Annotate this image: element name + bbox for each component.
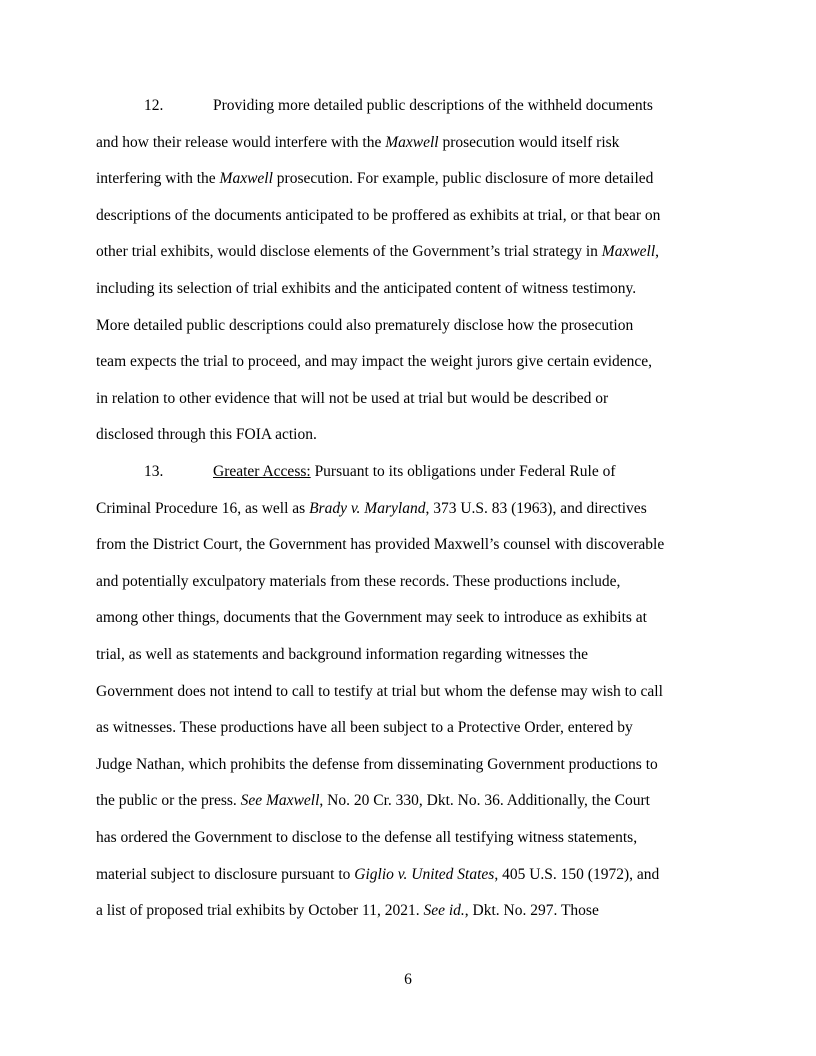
paragraph-12-line: in relation to other evidence that will not be used at trial but would be described or — [96, 389, 609, 407]
paragraph-13-line: as witnesses. These productions have all been subject to a Protective Order, entered by — [96, 719, 633, 737]
paragraph-12-line: More detailed public descriptions could also prematurely disclose how the prosecution — [96, 316, 634, 334]
paragraph-12-number: 12. — [144, 97, 164, 114]
italic-citation: Maxwell — [219, 170, 273, 188]
paragraph-13-line: a list of proposed trial exhibits by October 11, 2021. See id., Dkt. No. 297. Those — [96, 902, 599, 920]
paragraph-13-line: the public or the press. See Maxwell, No. 20 Cr. 330, Dkt. No. 36. Additionally, the Court — [96, 792, 650, 810]
italic-citation: Maxwell — [601, 243, 656, 261]
italic-citation: Maxwell — [385, 133, 439, 151]
paragraph-12-line: Providing more detailed public descriptions of the withheld documents — [213, 97, 653, 114]
paragraph-heading: Greater Access: — [213, 463, 311, 480]
italic-citation: See Maxwell — [240, 792, 320, 810]
paragraph-13-line: Greater Access: Pursuant to its obligations under Federal Rule of — [213, 463, 616, 480]
paragraph-13-line: Criminal Procedure 16, as well as Brady v. Maryland, 373 U.S. 83 (1963), and directives — [96, 499, 647, 517]
paragraph-12-line: and how their release would interfere with the Maxwell prosecution would itself risk — [96, 133, 620, 151]
paragraph-12-line: other trial exhibits, would disclose elements of the Government’s trial strategy in Maxwell, — [96, 243, 660, 261]
paragraph-13-line: among other things, documents that the Government may seek to introduce as exhibits at — [96, 609, 647, 627]
paragraph-13-line: Government does not intend to call to testify at trial but whom the defense may wish to call — [96, 682, 663, 700]
paragraph-13-line: material subject to disclosure pursuant to Giglio v. United States, 405 U.S. 150 (1972), and — [96, 865, 660, 883]
paragraph-13-line: from the District Court, the Government has provided Maxwell’s counsel with discoverable — [96, 536, 665, 554]
page-number: 6 — [404, 971, 412, 988]
paragraph-12-line: disclosed through this FOIA action. — [96, 426, 317, 444]
italic-citation: Giglio v. United States — [354, 865, 495, 883]
paragraph-13-line: has ordered the Government to disclose to the defense all testifying witness statements, — [96, 829, 638, 846]
paragraph-13-line: and potentially exculpatory materials from these records. These productions include, — [96, 572, 621, 590]
paragraph-13-line: trial, as well as statements and background information regarding witnesses the — [96, 646, 588, 663]
paragraph-12-line: descriptions of the documents anticipated to be proffered as exhibits at trial, or that bear on — [96, 206, 661, 224]
paragraph-13-number: 13. — [144, 463, 164, 480]
paragraph-12-line: including its selection of trial exhibits and the anticipated content of witness testimony. — [96, 280, 637, 297]
paragraph-13-line: Judge Nathan, which prohibits the defense from disseminating Government productions to — [96, 755, 658, 773]
paragraph-12-line: team expects the trial to proceed, and may impact the weight jurors give certain evidence, — [96, 353, 653, 371]
paragraph-12-line: interfering with the Maxwell prosecution. For example, public disclosure of more detailed — [96, 170, 654, 188]
italic-citation: See id. — [423, 902, 465, 920]
italic-citation: Brady v. Maryland — [309, 499, 426, 517]
